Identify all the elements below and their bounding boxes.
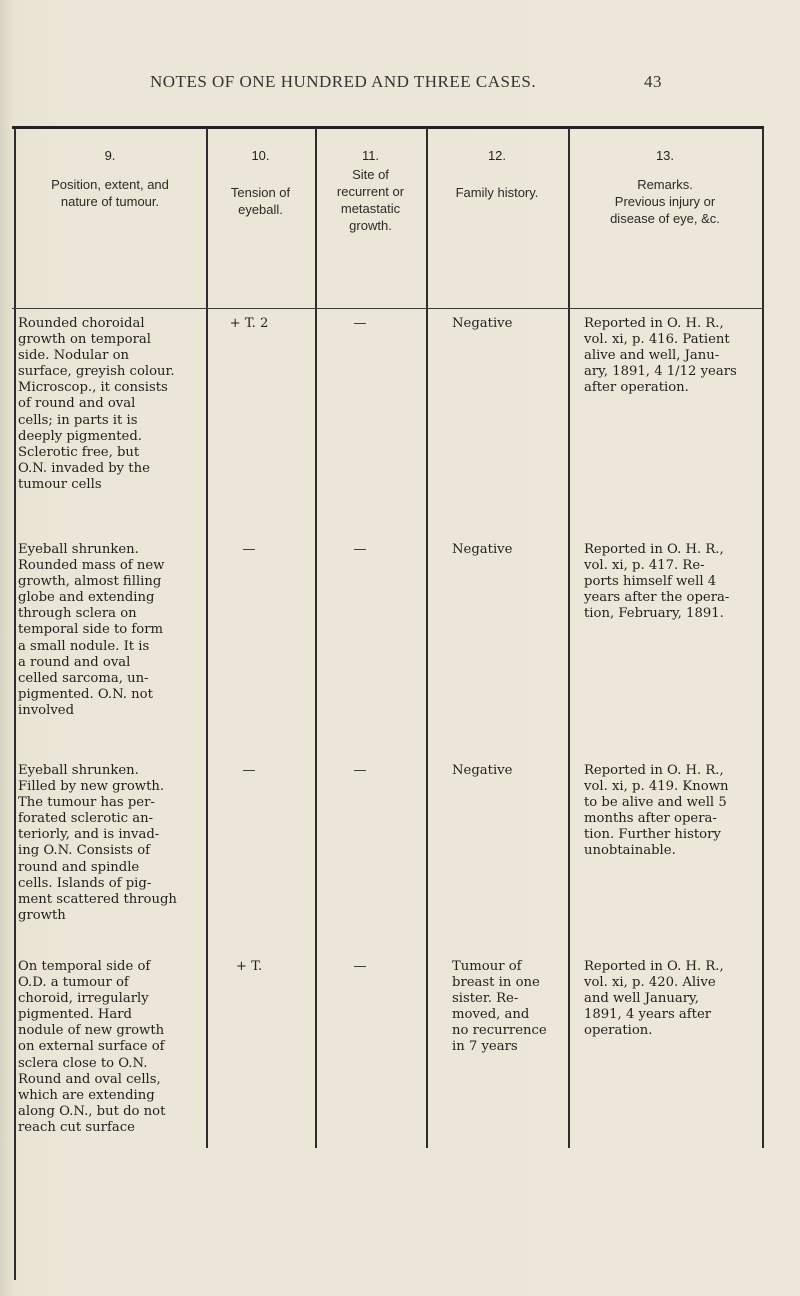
text-line: cells; in parts it is xyxy=(18,412,138,428)
cell-position xyxy=(18,316,204,493)
header-line: eyeball. xyxy=(238,202,283,217)
text-line: side. Nodular on xyxy=(18,348,130,364)
text-line: Tumour of xyxy=(452,959,522,974)
text-line: unobtainable. xyxy=(584,843,676,859)
header-line: Family history. xyxy=(455,185,539,200)
text-line: Sclerotic free, but xyxy=(18,444,140,460)
column-header-position xyxy=(14,176,206,210)
text-line: Eyeball shrunken. xyxy=(18,542,139,557)
text-line: on external surface of xyxy=(18,1039,165,1055)
text-line: celled sarcoma, un- xyxy=(18,670,149,686)
header-line: Tension of xyxy=(230,185,291,200)
text-line: growth xyxy=(18,907,66,923)
text-line: alive and well, Janu- xyxy=(584,348,720,364)
text-line: growth on temporal xyxy=(18,332,151,348)
column-header-site xyxy=(315,166,426,234)
cell-remarks xyxy=(584,763,760,860)
text-line: a small nodule. It is xyxy=(18,638,150,654)
column-rule xyxy=(315,128,317,1148)
text-line: O.D. a tumour of xyxy=(18,975,129,991)
text-line: vol. xi, p. 416. Patient xyxy=(584,332,730,348)
text-line: Reported in O. H. R., xyxy=(584,542,724,557)
cell-family xyxy=(452,542,564,558)
text-line: tion. Further history xyxy=(584,827,721,843)
text-line: through sclera on xyxy=(18,606,137,622)
table-top-rule xyxy=(12,126,764,129)
text-line: On temporal side of xyxy=(18,959,151,974)
text-line: ary, 1891, 4 1/12 years xyxy=(584,364,737,380)
cell-position xyxy=(18,542,204,719)
running-head-title: NOTES OF ONE HUNDRED AND THREE CASES. xyxy=(150,72,537,91)
column-number: 10. xyxy=(251,148,270,163)
header-line: Position, extent, and xyxy=(51,177,169,192)
text-line: operation. xyxy=(584,1023,653,1039)
text-line: Microscop., it consists xyxy=(18,380,168,396)
column-number: 9. xyxy=(104,148,116,163)
text-line: which are extending xyxy=(18,1087,155,1103)
text-line: ment scattered through xyxy=(18,891,177,907)
text-line: nodule of new growth xyxy=(18,1023,165,1039)
column-rule xyxy=(206,128,208,1148)
cell-remarks xyxy=(584,959,760,1039)
column-header-family xyxy=(426,184,568,201)
header-rule xyxy=(12,308,764,309)
text-line: along O.N., but do not xyxy=(18,1103,166,1119)
text-line: in 7 years xyxy=(452,1039,518,1055)
text-line: forated sclerotic an- xyxy=(18,811,154,827)
text-line: Round and oval cells, xyxy=(18,1071,161,1087)
text-line: ing O.N. Consists of xyxy=(18,843,151,859)
header-line: growth. xyxy=(349,218,392,233)
header-line: Remarks. xyxy=(637,177,693,192)
text-line: tumour cells xyxy=(18,476,102,492)
text-line: tion, February, 1891. xyxy=(584,606,724,622)
text-line: vol. xi, p. 419. Known xyxy=(584,779,729,795)
text-line: pigmented. O.N. not xyxy=(18,686,153,702)
text-line: sister. Re- xyxy=(452,991,519,1007)
cell-remarks xyxy=(584,316,760,396)
header-line: metastatic xyxy=(340,201,401,216)
text-line: Negative xyxy=(452,316,513,331)
text-line: teriorly, and is invad- xyxy=(18,827,160,843)
column-rule xyxy=(426,128,428,1148)
text-line: years after the opera- xyxy=(584,590,730,606)
cell-position xyxy=(18,763,204,924)
text-line: a round and oval xyxy=(18,654,131,670)
text-line: Reported in O. H. R., xyxy=(584,763,724,778)
text-line: of round and oval xyxy=(18,396,136,412)
header-line: Site of xyxy=(352,167,389,182)
column-rule xyxy=(568,128,570,1148)
text-line: round and spindle xyxy=(18,859,140,875)
text-line: Rounded mass of new xyxy=(18,558,165,574)
text-line: to be alive and well 5 xyxy=(584,795,727,811)
cell-tension: + T. 2 xyxy=(229,316,269,331)
text-line: globe and extending xyxy=(18,590,155,606)
text-line: sclera close to O.N. xyxy=(18,1055,148,1071)
cell-remarks xyxy=(584,542,760,622)
text-line: Reported in O. H. R., xyxy=(584,959,724,974)
text-line: and well January, xyxy=(584,991,699,1007)
text-line: vol. xi, p. 420. Alive xyxy=(584,975,716,991)
header-line: disease of eye, &c. xyxy=(610,211,720,226)
header-line: Previous injury or xyxy=(614,194,716,209)
text-line: Negative xyxy=(452,542,513,557)
column-number: 12. xyxy=(487,148,507,163)
header-line: nature of tumour. xyxy=(60,194,160,209)
text-line: reach cut surface xyxy=(18,1119,135,1135)
header-line: recurrent or xyxy=(336,184,405,199)
text-line: pigmented. Hard xyxy=(18,1007,132,1023)
column-number: 11. xyxy=(361,148,380,163)
cell-site: — xyxy=(353,763,367,778)
text-line: months after opera- xyxy=(584,811,717,827)
cell-family xyxy=(452,959,564,1056)
cell-family xyxy=(452,316,564,332)
text-line: vol. xi, p. 417. Re- xyxy=(584,558,705,574)
column-rule xyxy=(14,128,16,1280)
text-line: surface, greyish colour. xyxy=(18,364,175,380)
text-line: breast in one xyxy=(452,975,540,991)
column-header-tension xyxy=(206,184,315,218)
text-line: Rounded choroidal xyxy=(18,316,145,331)
cell-site: — xyxy=(353,542,367,557)
text-line: involved xyxy=(18,702,75,718)
page-number: 43 xyxy=(644,72,662,91)
text-line: Eyeball shrunken. xyxy=(18,763,139,778)
text-line: temporal side to form xyxy=(18,622,164,638)
text-line: growth, almost filling xyxy=(18,574,162,590)
text-line: 1891, 4 years after xyxy=(584,1007,712,1023)
cell-tension: + T. xyxy=(235,959,263,974)
text-line: after operation. xyxy=(584,380,689,396)
text-line: ports himself well 4 xyxy=(584,574,717,590)
text-line: The tumour has per- xyxy=(18,795,155,811)
cell-tension: — xyxy=(242,763,256,778)
text-line: moved, and xyxy=(452,1007,530,1023)
cell-position xyxy=(18,959,204,1136)
column-header-remarks xyxy=(568,176,762,227)
cell-site: — xyxy=(353,316,367,331)
cell-family xyxy=(452,763,564,779)
text-line: deeply pigmented. xyxy=(18,428,142,444)
cell-site: — xyxy=(353,959,367,974)
text-line: no recurrence xyxy=(452,1023,547,1039)
column-rule xyxy=(762,128,764,1148)
text-line: choroid, irregularly xyxy=(18,991,149,1007)
text-line: O.N. invaded by the xyxy=(18,460,150,476)
text-line: Reported in O. H. R., xyxy=(584,316,724,331)
cell-tension: — xyxy=(242,542,256,557)
text-line: Filled by new growth. xyxy=(18,779,165,795)
column-number: 13. xyxy=(655,148,675,163)
text-line: cells. Islands of pig- xyxy=(18,875,152,891)
text-line: Negative xyxy=(452,763,513,778)
